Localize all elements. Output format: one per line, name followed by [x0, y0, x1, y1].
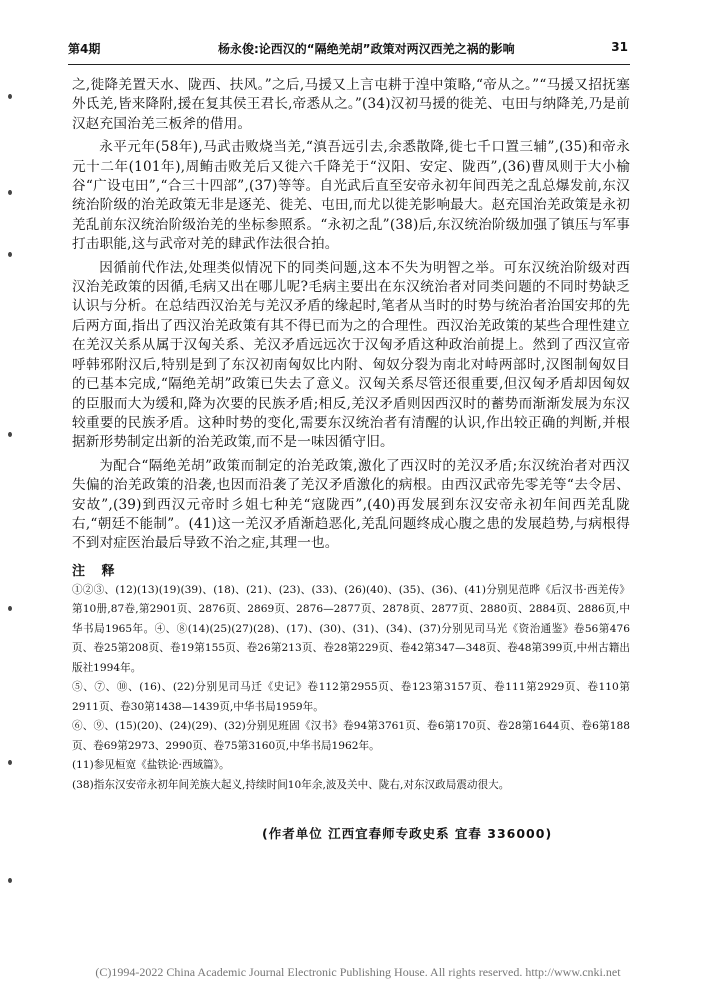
- note-item: ⑥、⑨、(15)(20)、(24)(29)、(32)分别见班固《汉书》卷94第3761页、卷6第170页、卷28第1644页、卷6第188页、卷69第2973、2990页、卷75第3160页,中华书局1962年。: [72, 720, 630, 752]
- scan-mark: [8, 878, 12, 883]
- running-title: 杨永俊:论西汉的“隔绝羌胡”政策对两汉西羌之祸的影响: [218, 42, 515, 56]
- page-number: 31: [611, 40, 628, 54]
- note-item: (11)参见桓宽《盐铁论·西域篇》。: [72, 759, 230, 772]
- paragraph: 永平元年(58年),马武击败烧当羌,“滇吾远引去,余悉散降,徙七千口置三辅”,(35)和帝永元十二年(101年),周鲔击败羌后又徙六千降羌于“汉阳、安定、陇西”,(36)曹凤则于大小榆谷“广设屯田”,“合三十四部”,(37)等等。自光武后直至安帝永初年间西羌之乱总爆发前,东汉统治阶级的治羌政策无非是逐羌、徙羌、屯田,而尤以徙羌影响最大。赵充国治羌政策是永初羌乱前东汉统治阶级治羌的坐标参照系。“永初之乱”(38)后,东汉统治阶级加强了镇压与军事打击职能,这与武帝对羌的肆武作法很合拍。: [72, 139, 630, 253]
- header-rule: [68, 64, 630, 65]
- author-affiliation: (作者单位 江西宜春师专政史系 宜春 336000): [262, 826, 553, 841]
- note-item: ①②③、(12)(13)(19)(39)、(18)、(21)、(23)、(33)、(26)(40)、(35)、(36)、(41)分别见范晔《后汉书·西羌传》第10册,87卷,第2901页、2876页、2869页、2876—2877页、2878页、2877页、2880页、2884页、2886页,中华书局1965年。④、⑧(14)(25)(27)(28)、(17)、(30)、(31)、(34)、(37)分别见司马光《资治通鉴》卷56第476页、卷25第208页、卷19第155页、卷26第213页、卷28第229页、卷42第347—348页、卷48第399页,中州古籍出版社1994年。: [72, 583, 630, 674]
- scan-mark: [8, 760, 12, 765]
- issue-number: 第4期: [68, 42, 101, 56]
- note-item: (38)指东汉安帝永初年间羌族大起义,持续时间10年余,波及关中、陇右,对东汉政局震动很大。: [72, 778, 510, 791]
- notes-heading: 注 释: [72, 563, 121, 579]
- paragraph: 为配合“隔绝羌胡”政策而制定的治羌政策,激化了西汉时的羌汉矛盾;东汉统治者对西汉失偏的治羌政策的沿袭,也因而沿袭了羌汉矛盾激化的病根。由西汉武帝先零羌等“去令居、安故”,(39)到西汉元帝时彡姐七种羌“寇陇西”,(40)再发展到东汉安帝永初年间西羌乱陇右,“朝廷不能制”。(41)这一羌汉矛盾渐趋恶化,羌乱问题终成心腹之患的发展趋势,与病根得不到对症医治最后导致不治之症,其理一也。: [72, 457, 630, 552]
- paragraph: 因循前代作法,处理类似情况下的同类问题,这本不失为明智之举。可东汉统治阶级对西汉治羌政策的因循,毛病又出在哪儿呢?毛病主要出在东汉统治者对同类问题的不同时势缺乏认识与分析。在总结西汉治羌与羌汉矛盾的缘起时,笔者从当时的时势与统治者治国安邦的先后两方面,指出了西汉治羌政策有其不得已而为之的合理性。西汉治羌政策的某些合理性建立在羌汉关系从属于汉匈关系、羌汉矛盾远远次于汉匈矛盾这种政治前提上。然到了西汉宣帝呼韩邪附汉后,特别是到了东汉初南匈奴比内附、匈奴分裂为南北对峙两部时,汉图制匈奴目的已基本完成,“隔绝羌胡”政策已失去了意义。汉匈关系尽管还很重要,但汉匈矛盾却因匈奴的臣服而大为缓和,降为次要的民族矛盾;相反,羌汉矛盾则因西汉时的蓄势而渐渐发展为东汉较重要的民族矛盾。这种时势的变化,需要东汉统治者有清醒的认识,作出较正确的判断,并根据新形势制定出新的治羌政策,而不是一味因循守旧。: [72, 259, 630, 451]
- scan-mark: [8, 94, 12, 99]
- note-item: ⑤、⑦、⑩、(16)、(22)分别见司马迁《史记》卷112第2955页、卷123第3157页、卷111第2929页、卷110第2911页、卷30第1438—1439页,中华书局1959年。: [72, 681, 630, 713]
- scan-mark: [8, 190, 12, 195]
- article-body: [72, 76, 630, 795]
- scan-mark: [8, 252, 12, 257]
- paragraph: 之,徙降羌置天水、陇西、扶风。”之后,马援又上言屯耕于湟中策略,“帝从之。”“马援又招抚塞外氐羌,皆来降附,援在复其侯王君长,帝悉从之。”(34)汉初马援的徙羌、屯田与纳降羌,乃是前汉赵充国治羌三板斧的借用。: [72, 77, 630, 132]
- scan-mark: [8, 432, 12, 437]
- scan-mark: [8, 606, 12, 611]
- running-header: [68, 40, 628, 58]
- copyright-footer: (C)1994-2022 China Academic Journal Electronic Publishing House. All rights reserved. http://www.cnki.net: [95, 965, 621, 979]
